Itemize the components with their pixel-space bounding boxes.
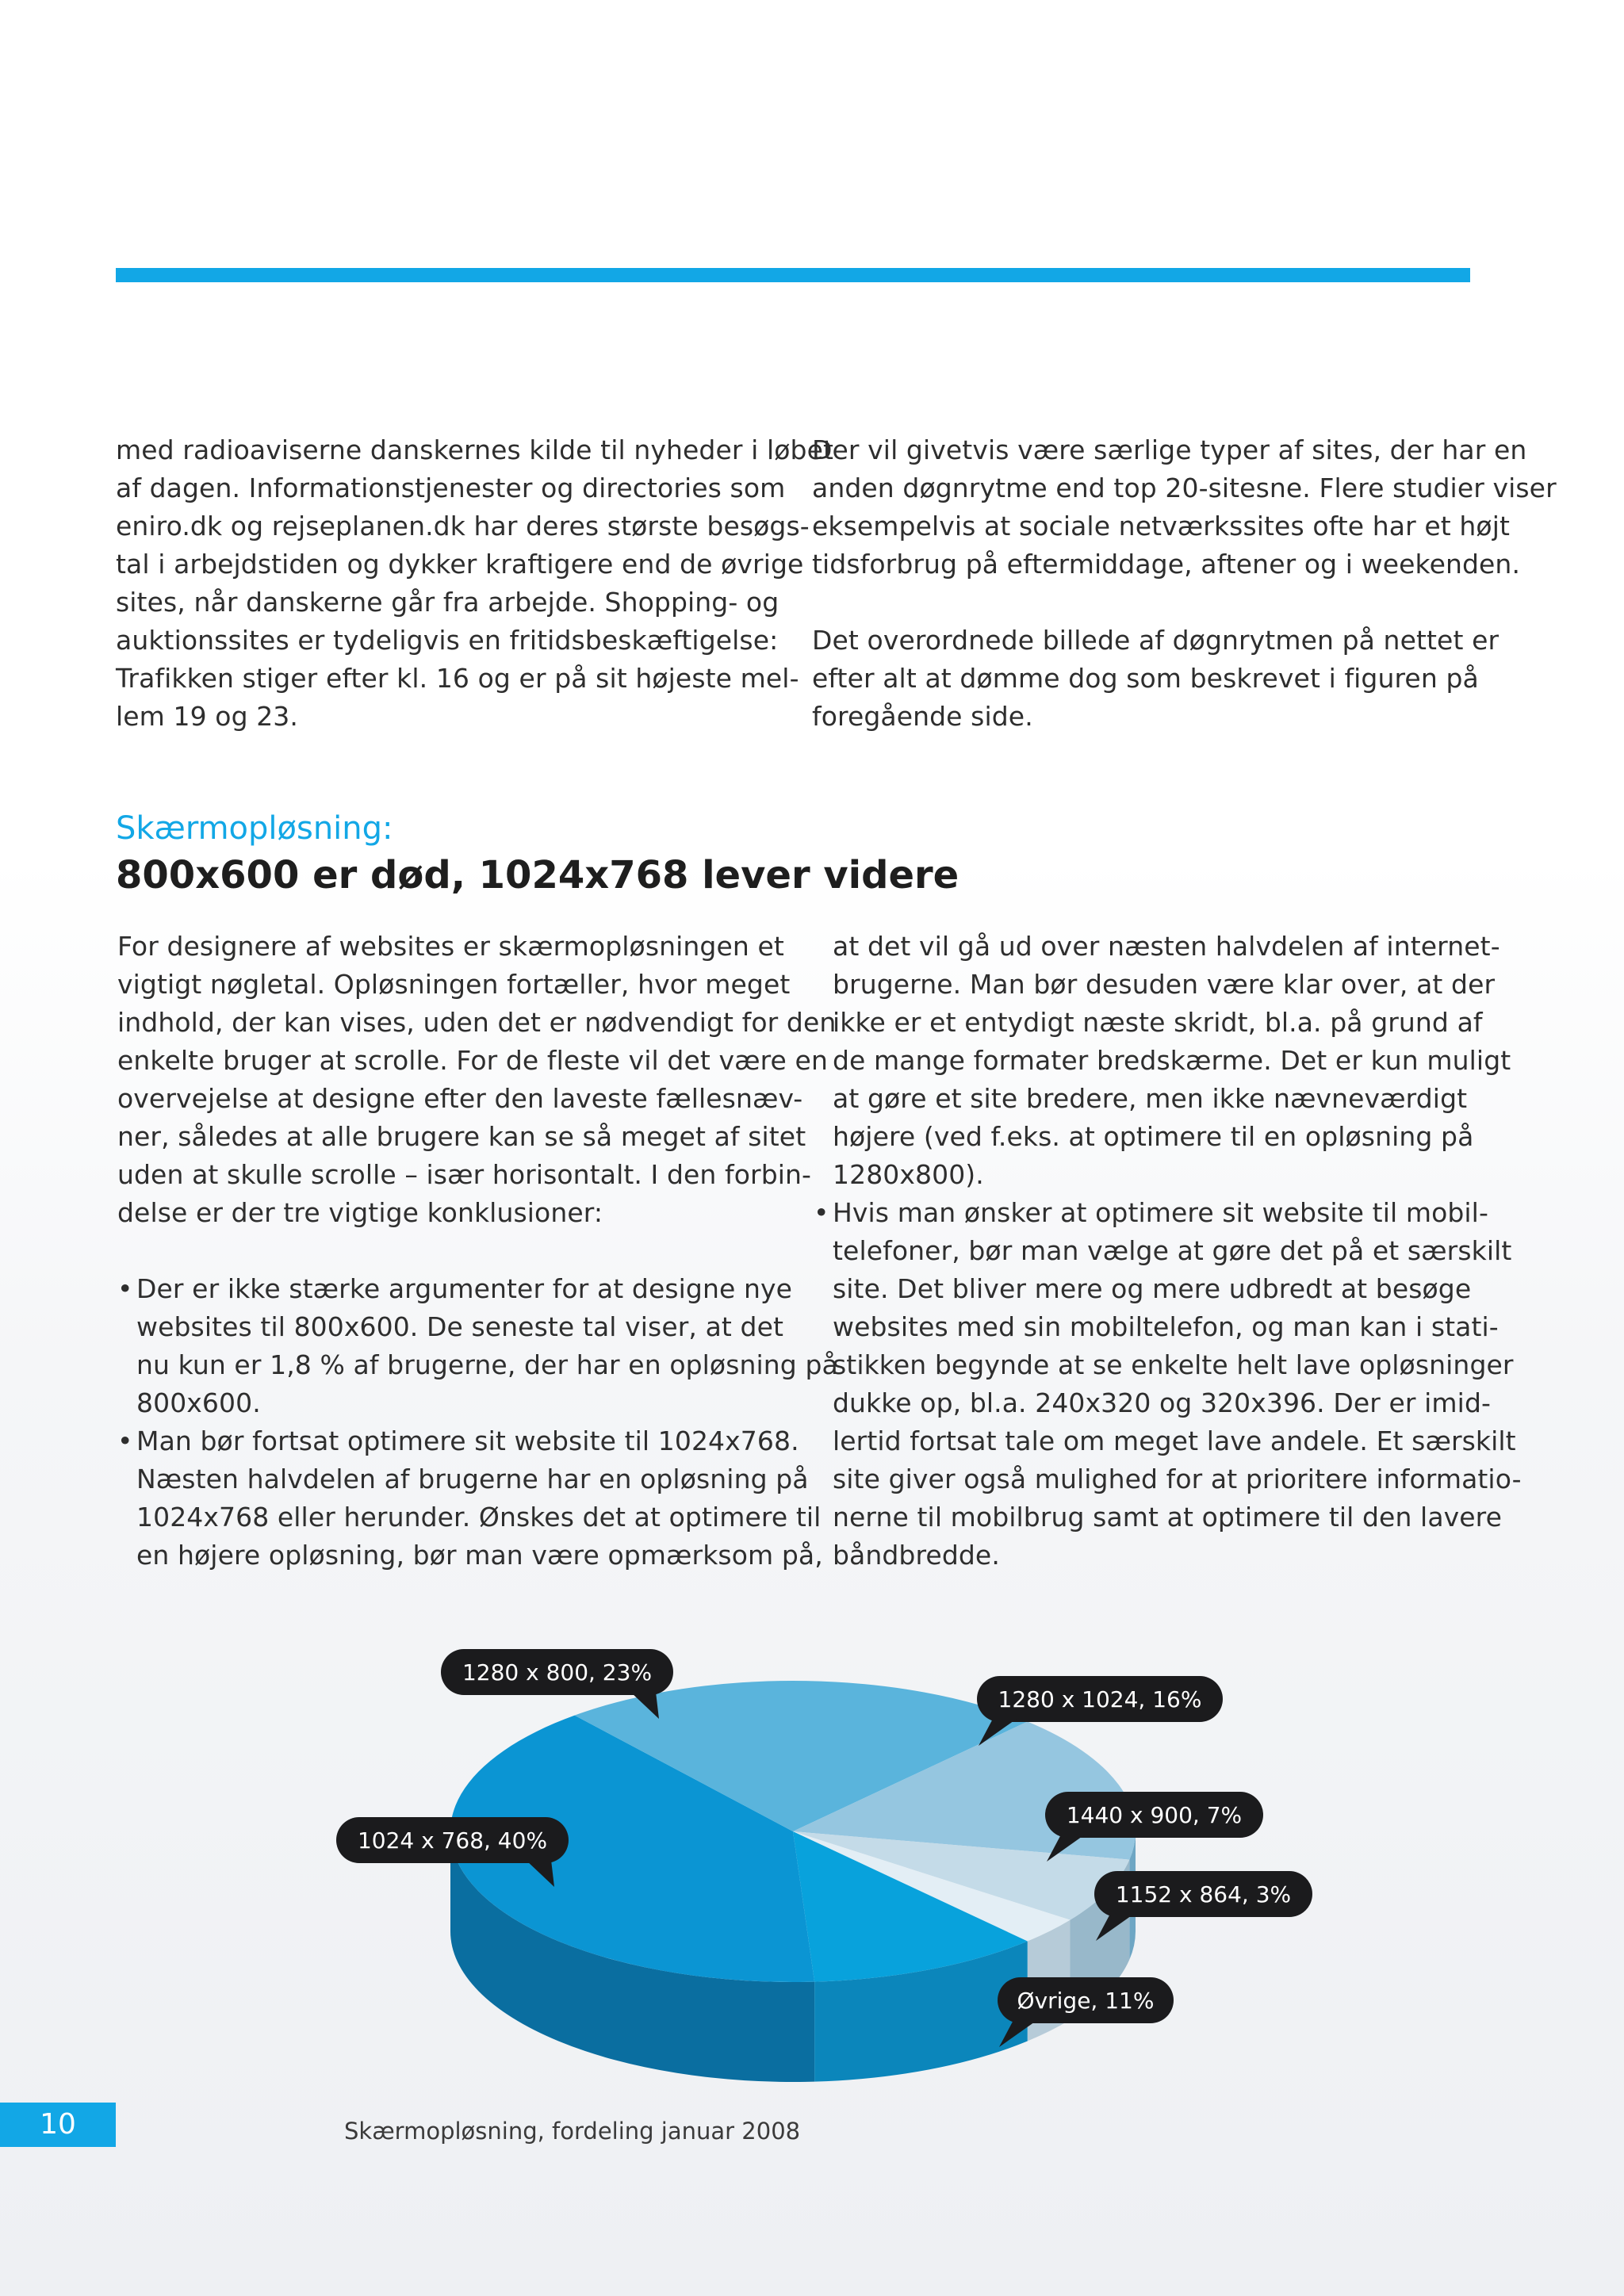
pie-callout-label: 1152 x 864, 3%	[1115, 1881, 1292, 1908]
bullet-text: Hvis man ønsker at optimere sit website til mobil-	[833, 1197, 1488, 1228]
intro-right-column	[812, 431, 1557, 736]
section-headline: 800x600 er død, 1024x768 lever videre	[116, 853, 959, 897]
text-line: Trafikken stiger efter kl. 16 og er på sit højeste mel-	[116, 663, 799, 694]
paragraph-gap	[117, 1232, 838, 1270]
text-line: tidsforbrug på eftermiddage, aftener og i weekenden.	[812, 549, 1521, 580]
text-line: overvejelse at designe efter den laveste fællesnæv-	[117, 1083, 803, 1114]
text-line: eniro.dk og rejseplanen.dk har deres største besøgs-	[116, 511, 810, 541]
page-number: 10	[0, 2103, 116, 2147]
text-line: For designere af websites er skærmopløsningen et	[117, 931, 784, 962]
pie-callout-label: 1440 x 900, 7%	[1066, 1802, 1243, 1828]
bullet-line: 1280x800).	[833, 1159, 984, 1190]
text-line: uden at skulle scrolle – især horisontalt. I den forbin-	[117, 1159, 812, 1190]
bullet-line: 1024x768 eller herunder. Ønskes det at optimere til	[136, 1502, 822, 1533]
text-line: tal i arbejdstiden og dykker kraftigere end de øvrige	[116, 549, 804, 580]
pie-chart	[0, 1601, 1624, 2156]
bullet-line: Næsten halvdelen af brugerne har en opløsning på	[136, 1464, 809, 1494]
bullet-line: site. Det bliver mere og mere udbredt at besøge	[833, 1273, 1472, 1304]
bullet-line: 800x600.	[136, 1387, 261, 1418]
bullet-text: Man bør fortsat optimere sit website til 1024x768.	[136, 1425, 799, 1456]
bullet-line: nu kun er 1,8 % af brugerne, der har en opløsning på	[136, 1349, 838, 1380]
intro-left-column	[116, 431, 833, 736]
top-accent-rule	[116, 268, 1470, 282]
bullet-text: Der er ikke stærke argumenter for at designe nye	[136, 1273, 793, 1304]
chart-caption: Skærmopløsning, fordeling januar 2008	[344, 2118, 801, 2145]
bullet-line: stikken begynde at se enkelte helt lave opløsninger	[833, 1349, 1514, 1380]
text-line: eksempelvis at sociale netværkssites ofte har et højt	[812, 511, 1511, 541]
bullet-line: brugerne. Man bør desuden være klar over, at der	[833, 969, 1496, 1000]
text-line: Der vil givetvis være særlige typer af sites, der har en	[812, 434, 1527, 465]
text-line: indhold, der kan vises, uden det er nødvendigt for den	[117, 1007, 837, 1038]
body-left-column	[117, 928, 838, 1575]
bullet-line: site giver også mulighed for at prioritere informatio-	[833, 1464, 1522, 1494]
section-kicker: Skærmopløsning:	[116, 810, 393, 847]
bullet-line: ikke er et entydigt næste skridt, bl.a. på grund af	[833, 1007, 1483, 1038]
pie-chart-svg	[0, 1601, 1624, 2156]
bullet-line: dukke op, bl.a. 240x320 og 320x396. Der er imid-	[833, 1387, 1491, 1418]
pie-callout-label: 1280 x 1024, 16%	[998, 1686, 1202, 1712]
text-line: af dagen. Informationstjenester og directories som	[116, 473, 786, 503]
bullet-line: højere (ved f.eks. at optimere til en opløsning på	[833, 1121, 1474, 1152]
bullet-line	[117, 1422, 838, 1460]
text-line: enkelte bruger at scrolle. For de fleste vil det være en	[117, 1045, 828, 1076]
bullet-line: websites til 800x600. De seneste tal viser, at det	[136, 1311, 784, 1342]
bullet-dot: •	[117, 1273, 133, 1304]
bullet-line: at gøre et site bredere, men ikke nævneværdigt	[833, 1083, 1468, 1114]
bullet-line	[814, 1194, 1522, 1232]
text-line: lem 19 og 23.	[116, 701, 298, 732]
text-line: anden døgnrytme end top 20-sitesne. Flere studier viser	[812, 473, 1557, 503]
text-line: med radioaviserne danskernes kilde til nyheder i løbet	[116, 434, 834, 465]
text-line: auktionssites er tydeligvis en fritidsbeskæftigelse:	[116, 625, 779, 656]
bullet-line: nerne til mobilbrug samt at optimere til den lavere	[833, 1502, 1503, 1533]
pie-callout-label: Øvrige, 11%	[1017, 1988, 1155, 2014]
pie-callout-label: 1280 x 800, 23%	[462, 1659, 653, 1686]
text-line: ner, således at alle brugere kan se så meget af sitet	[117, 1121, 806, 1152]
text-line: foregående side.	[812, 701, 1033, 732]
bullet-line: telefoner, bør man vælge at gøre det på et særskilt	[833, 1235, 1512, 1266]
bullet-line: websites med sin mobiltelefon, og man kan i stati-	[833, 1311, 1499, 1342]
bullet-line: en højere opløsning, bør man være opmærksom på,	[136, 1540, 823, 1571]
bullet-line	[117, 1270, 838, 1308]
text-line: vigtigt nøgletal. Opløsningen fortæller, hvor meget	[117, 969, 791, 1000]
bullet-dot: •	[117, 1425, 133, 1456]
bullet-line: lertid fortsat tale om meget lave andele. Et særskilt	[833, 1425, 1516, 1456]
paragraph-gap	[812, 584, 1557, 622]
text-line: efter alt at dømme dog som beskrevet i figuren på	[812, 663, 1479, 694]
text-line: delse er der tre vigtige konklusioner:	[117, 1197, 603, 1228]
text-line: Det overordnede billede af døgnrytmen på nettet er	[812, 625, 1500, 656]
bullet-line: de mange formater bredskærme. Det er kun muligt	[833, 1045, 1511, 1076]
pie-callout-label: 1024 x 768, 40%	[357, 1827, 548, 1854]
bullet-line: båndbredde.	[833, 1540, 1000, 1571]
bullet-dot: •	[814, 1197, 829, 1228]
body-right-column	[814, 928, 1522, 1575]
text-line: sites, når danskerne går fra arbejde. Shopping- og	[116, 587, 779, 618]
bullet-line: at det vil gå ud over næsten halvdelen af internet-	[833, 931, 1500, 962]
